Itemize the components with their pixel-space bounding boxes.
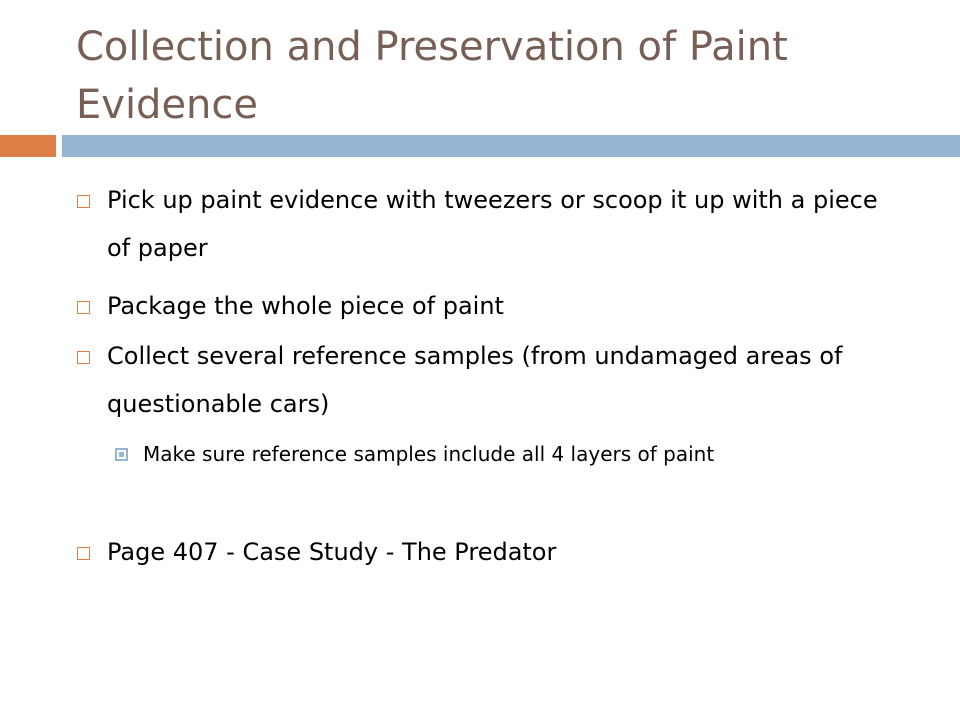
bullet-item <box>107 332 907 428</box>
square-bullet-icon <box>77 195 90 208</box>
square-bullet-icon <box>77 351 90 364</box>
sub-bullet-item <box>143 434 903 474</box>
filled-square-bullet-icon <box>115 448 128 461</box>
square-bullet-icon <box>77 301 90 314</box>
sub-bullet-text: Make sure reference samples include all 4 layers of paint <box>143 442 715 466</box>
accent-bar-right <box>62 135 960 157</box>
bullet-text: Collect several reference samples (from undamaged areas of questionable cars) <box>107 342 843 418</box>
square-bullet-icon <box>77 547 90 560</box>
bullet-item <box>107 176 907 272</box>
bullet-text: Page 407 - Case Study - The Predator <box>107 538 557 566</box>
slide-title: Collection and Preservation of Paint Evidence <box>76 24 788 128</box>
accent-bar-left <box>0 135 56 157</box>
bullet-text: Pick up paint evidence with tweezers or scoop it up with a piece of paper <box>107 186 878 262</box>
bullet-text: Package the whole piece of paint <box>107 292 504 320</box>
bullet-item <box>107 528 907 576</box>
bullet-item <box>107 282 907 330</box>
